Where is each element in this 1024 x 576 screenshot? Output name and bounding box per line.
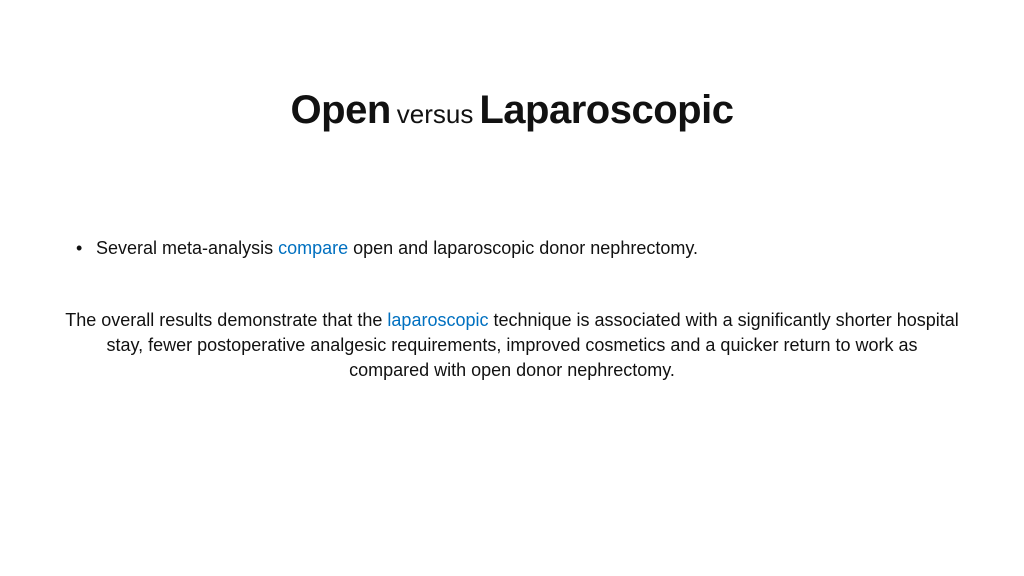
title-word-laparoscopic: Laparoscopic — [479, 88, 734, 132]
paragraph-highlight-word: laparoscopic — [387, 310, 489, 330]
title-word-open: Open — [290, 88, 391, 132]
bullet-text-start: Several meta-analysis — [96, 238, 279, 258]
bullet-item — [76, 234, 976, 262]
bullet-highlight-word: compare — [278, 238, 349, 258]
paragraph-text-start: The overall results demonstrate that the — [65, 310, 388, 330]
paragraph-text-end: technique is associated with a significantly shorter hospital stay, fewer postoperative analgesic requirements, improved cosmetics and a quicker return to work as compared with open donor nephrectomy. — [106, 310, 959, 380]
bullet-marker: • — [76, 238, 83, 258]
slide-title — [0, 82, 1024, 147]
title-word-versus: versus — [396, 99, 474, 129]
summary-paragraph — [64, 308, 960, 383]
bullet-text-end: open and laparoscopic donor nephrectomy. — [348, 238, 699, 258]
